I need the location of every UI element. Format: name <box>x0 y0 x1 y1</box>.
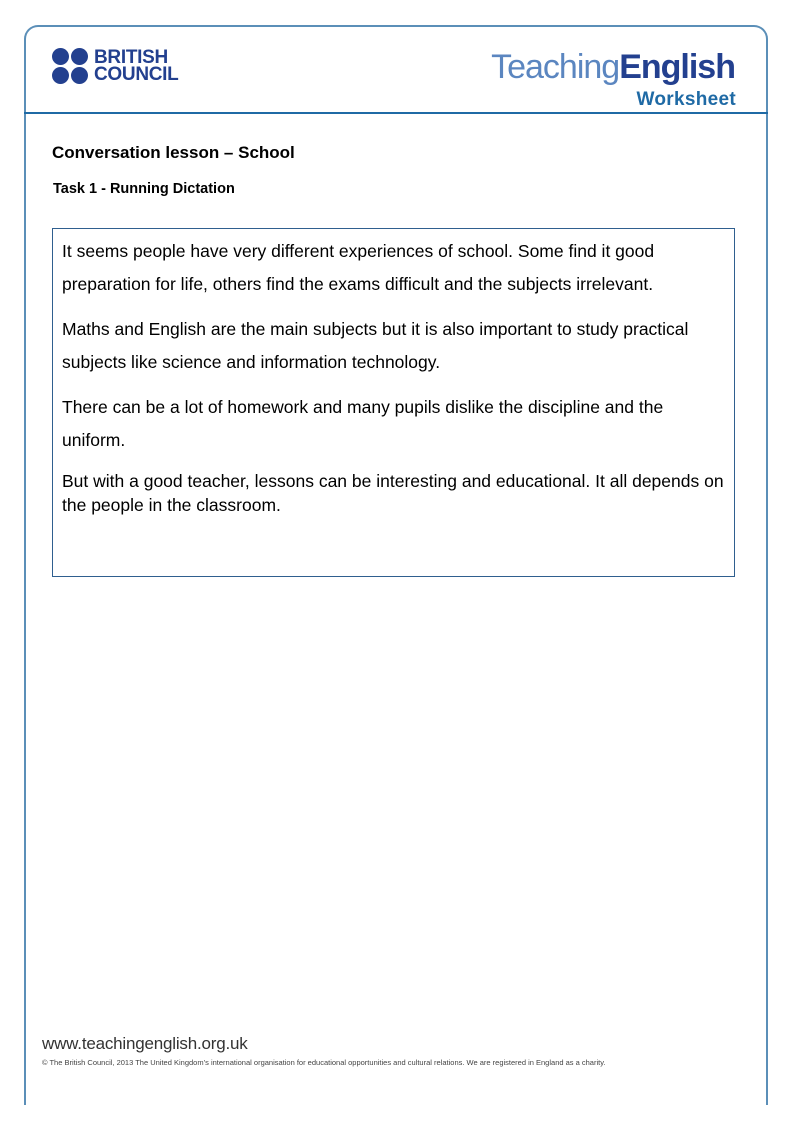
dictation-paragraph: It seems people have very different experiences of school. Some find it good preparation for life, others find the exams difficult and the subjects irrelevant. <box>62 241 655 294</box>
logo-text-council: COUNCIL <box>94 64 179 85</box>
dictation-paragraph: There can be a lot of homework and many pupils dislike the discipline and the uniform. <box>62 397 664 450</box>
footer-url[interactable]: www.teachingenglish.org.uk <box>42 1034 248 1053</box>
page-title: Conversation lesson – School <box>52 143 295 162</box>
british-council-logo <box>52 48 178 84</box>
logo-teaching: Teaching <box>491 48 620 86</box>
header-divider <box>24 112 768 114</box>
logo-text-british: BRITISH <box>94 47 168 68</box>
british-council-dots-icon <box>52 48 88 84</box>
task-heading: Task 1 - Running Dictation <box>53 181 235 197</box>
dictation-paragraph: But with a good teacher, lessons can be interesting and educational. It all depends on the people in the classroom. <box>62 471 724 515</box>
dictation-paragraph: Maths and English are the main subjects but it is also important to study practical subjects like science and information technology. <box>62 319 689 372</box>
footer-copyright: © The British Council, 2013 The United Kingdom’s international organisation for educational opportunities and cultural relations. We are registered in England as a charity. <box>42 1058 606 1067</box>
worksheet-label: Worksheet <box>636 89 736 110</box>
dictation-textbox <box>52 228 735 577</box>
teachingenglish-logo <box>491 47 735 87</box>
logo-english: English <box>619 48 735 86</box>
